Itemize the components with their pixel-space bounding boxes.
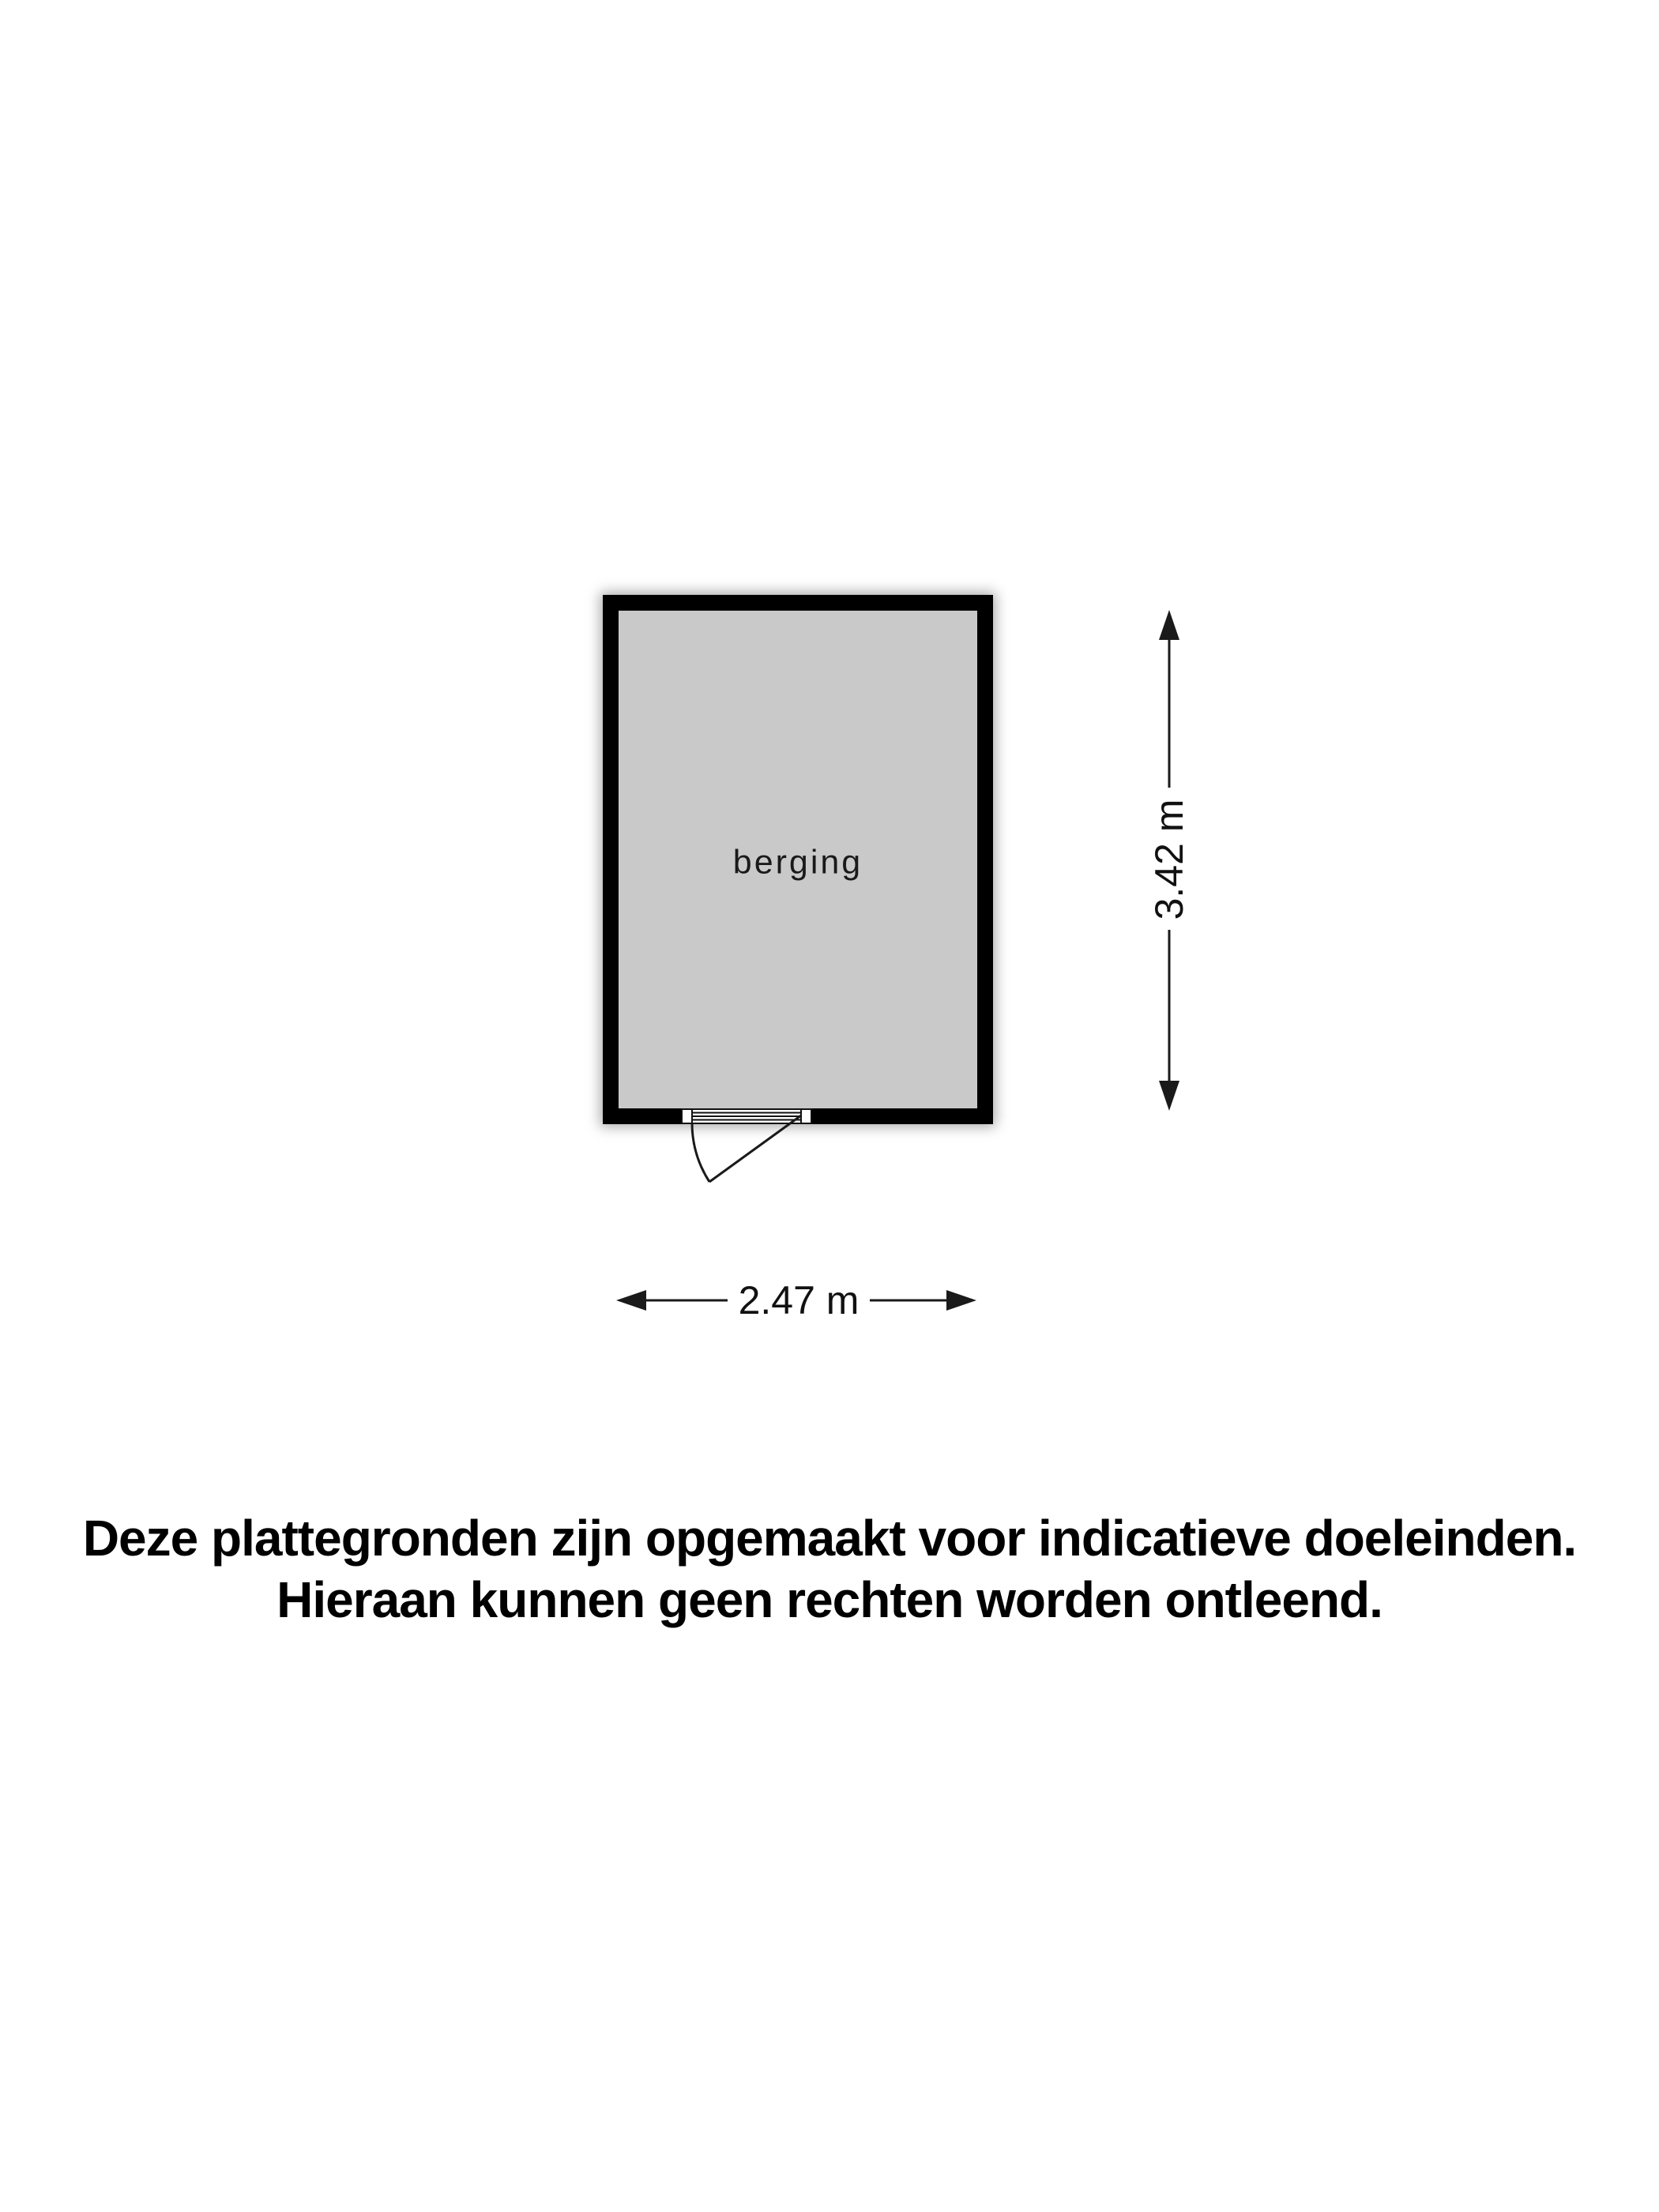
door-leaf-line bbox=[709, 1115, 801, 1182]
width-dimension-label: 2.47 m bbox=[738, 1278, 860, 1322]
height-dimension-label: 3.42 m bbox=[1147, 799, 1191, 920]
dim-arrow-right-icon bbox=[946, 1290, 976, 1311]
disclaimer-line-2: Hieraan kunnen geen rechten worden ontleend. bbox=[276, 1571, 1382, 1628]
dim-arrow-up-icon bbox=[1159, 610, 1179, 640]
room-label: berging bbox=[732, 843, 863, 882]
disclaimer-line-1: Deze plattegronden zijn opgemaakt voor indicatieve doeleinden. bbox=[82, 1510, 1577, 1567]
door-swing-arc bbox=[692, 1123, 709, 1182]
dim-arrow-left-icon bbox=[616, 1290, 646, 1311]
dim-arrow-down-icon bbox=[1159, 1081, 1179, 1111]
disclaimer-text bbox=[0, 1507, 1659, 1631]
